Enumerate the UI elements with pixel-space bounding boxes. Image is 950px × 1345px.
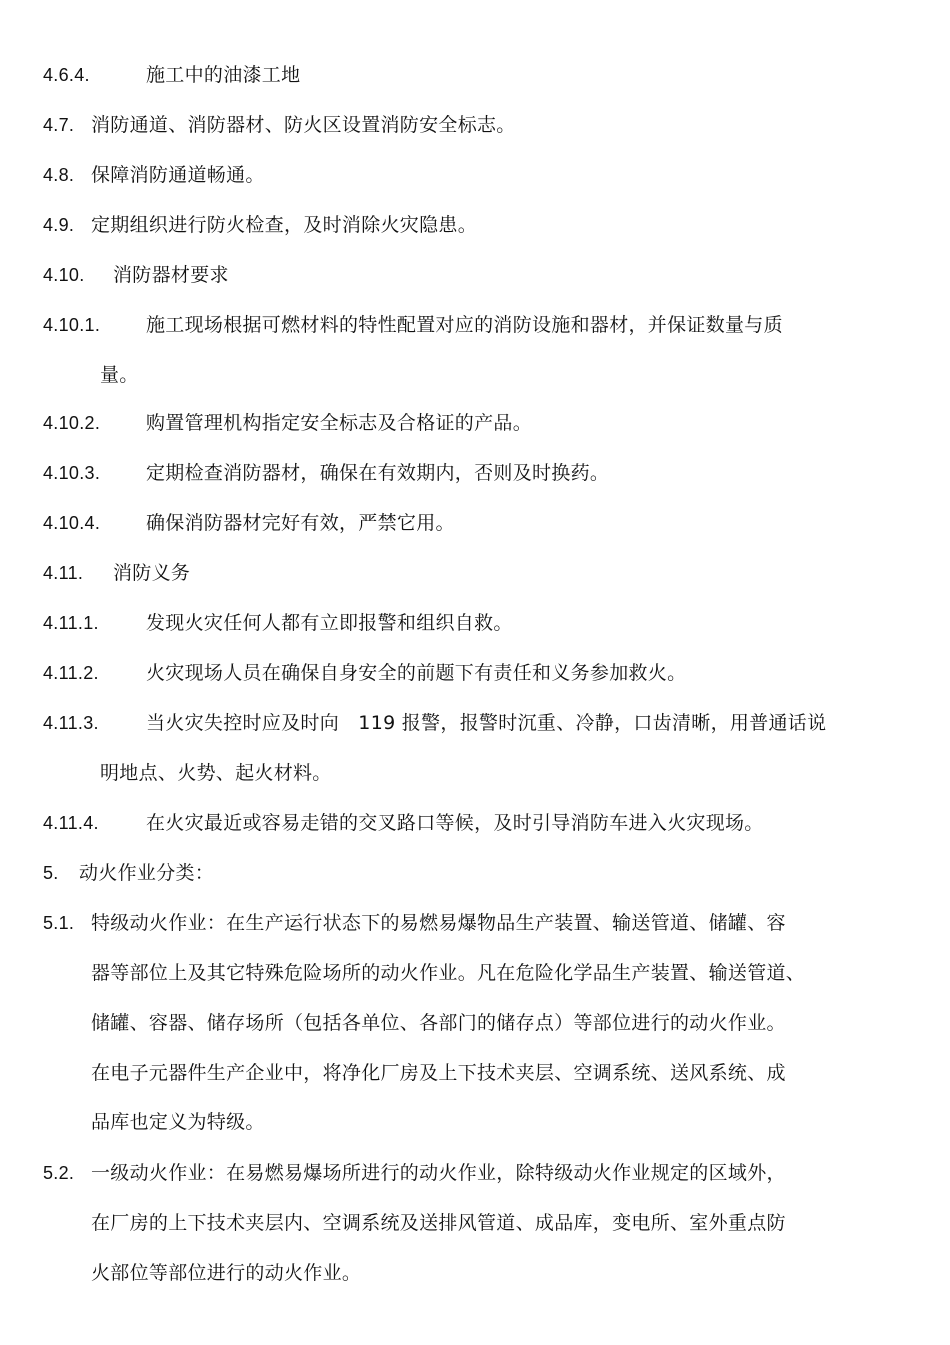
item-text: 在电子元器件生产企业中，将净化厂房及上下技术夹层、空调系统、送风系统、成 xyxy=(91,1062,786,1084)
item-number: 4.10.2. xyxy=(43,413,101,433)
item-text: 当火灾失控时应及时向 119 报警，报警时沉重、冷静，口齿清晰，用普通话说 xyxy=(146,712,827,734)
item-text: 定期组织进行防火检查，及时消除火灾隐患。 xyxy=(91,214,478,236)
item-4-10 xyxy=(43,263,229,287)
item-text: 消防通道、消防器材、防火区设置消防安全标志。 xyxy=(91,114,516,136)
item-4-11-3-continued xyxy=(100,761,332,785)
item-number: 4.8. xyxy=(43,165,75,185)
item-text: 购置管理机构指定安全标志及合格证的产品。 xyxy=(146,412,533,434)
item-text: 储罐、容器、储存场所（包括各单位、各部门的储存点）等部位进行的动火作业。 xyxy=(91,1012,786,1034)
item-number: 4.10.1. xyxy=(43,315,101,335)
item-text: 消防义务 xyxy=(113,562,191,584)
item-4-11-4 xyxy=(43,811,764,835)
item-number: 4.6.4. xyxy=(43,65,90,85)
item-text: 消防器材要求 xyxy=(113,264,229,286)
item-number: 4.7. xyxy=(43,115,75,135)
item-4-10-1 xyxy=(43,313,783,337)
item-text: 火部位等部位进行的动火作业。 xyxy=(91,1262,362,1284)
item-number: 4.11.4. xyxy=(43,813,99,833)
item-text: 器等部位上及其它特殊危险场所的动火作业。凡在危险化学品生产装置、输送管道、 xyxy=(91,962,806,984)
item-text: 火灾现场人员在确保自身安全的前题下有责任和义务参加救火。 xyxy=(146,662,687,684)
item-4-9 xyxy=(43,213,477,237)
item-text: 施工现场根据可燃材料的特性配置对应的消防设施和器材，并保证数量与质 xyxy=(146,314,783,336)
item-number: 5.1. xyxy=(43,913,75,933)
item-4-11-2 xyxy=(43,661,686,685)
item-number: 5. xyxy=(43,863,59,883)
item-5-1-continued-1 xyxy=(91,961,805,985)
item-4-8 xyxy=(43,163,265,187)
item-5-2-continued-2 xyxy=(91,1261,361,1285)
item-text: 明地点、火势、起火材料。 xyxy=(100,762,332,784)
item-4-10-3 xyxy=(43,461,609,485)
item-5-1-continued-3 xyxy=(91,1061,786,1085)
item-5-1 xyxy=(43,911,786,935)
item-4-11 xyxy=(43,561,190,585)
item-number: 4.11. xyxy=(43,563,84,583)
item-text: 在厂房的上下技术夹层内、空调系统及送排风管道、成品库，变电所、室外重点防 xyxy=(91,1212,786,1234)
item-4-6-4 xyxy=(43,63,300,87)
item-number: 4.11.1. xyxy=(43,613,99,633)
item-number: 4.9. xyxy=(43,215,75,235)
item-5-1-continued-4 xyxy=(91,1110,265,1134)
item-4-10-1-continued xyxy=(100,363,139,387)
item-text: 品库也定义为特级。 xyxy=(91,1111,265,1133)
item-4-11-3 xyxy=(43,711,826,735)
item-4-7 xyxy=(43,113,516,137)
item-5-2-continued-1 xyxy=(91,1211,786,1235)
item-text: 在火灾最近或容易走错的交叉路口等候，及时引导消防车进入火灾现场。 xyxy=(146,812,764,834)
item-text: 一级动火作业：在易燃易爆场所进行的动火作业，除特级动火作业规定的区域外， xyxy=(91,1162,786,1184)
item-5-1-continued-2 xyxy=(91,1011,786,1035)
item-4-10-2 xyxy=(43,411,532,435)
item-text: 施工中的油漆工地 xyxy=(146,64,301,86)
item-number: 4.10.4. xyxy=(43,513,101,533)
item-text: 动火作业分类： xyxy=(79,862,215,884)
item-number: 4.11.2. xyxy=(43,663,99,683)
item-text: 特级动火作业：在生产运行状态下的易燃易爆物品生产装置、输送管道、储罐、容 xyxy=(91,912,786,934)
item-text: 确保消防器材完好有效，严禁它用。 xyxy=(146,512,455,534)
item-text: 定期检查消防器材，确保在有效期内，否则及时换药。 xyxy=(146,462,610,484)
item-text: 量。 xyxy=(100,364,139,386)
item-4-10-4 xyxy=(43,511,455,535)
item-number: 5.2. xyxy=(43,1163,75,1183)
item-text: 保障消防通道畅通。 xyxy=(91,164,265,186)
item-5 xyxy=(43,861,214,885)
item-number: 4.11.3. xyxy=(43,713,99,733)
item-5-2 xyxy=(43,1161,786,1185)
item-text: 发现火灾任何人都有立即报警和组织自救。 xyxy=(146,612,513,634)
item-4-11-1 xyxy=(43,611,513,635)
item-number: 4.10.3. xyxy=(43,463,101,483)
item-number: 4.10. xyxy=(43,265,85,285)
